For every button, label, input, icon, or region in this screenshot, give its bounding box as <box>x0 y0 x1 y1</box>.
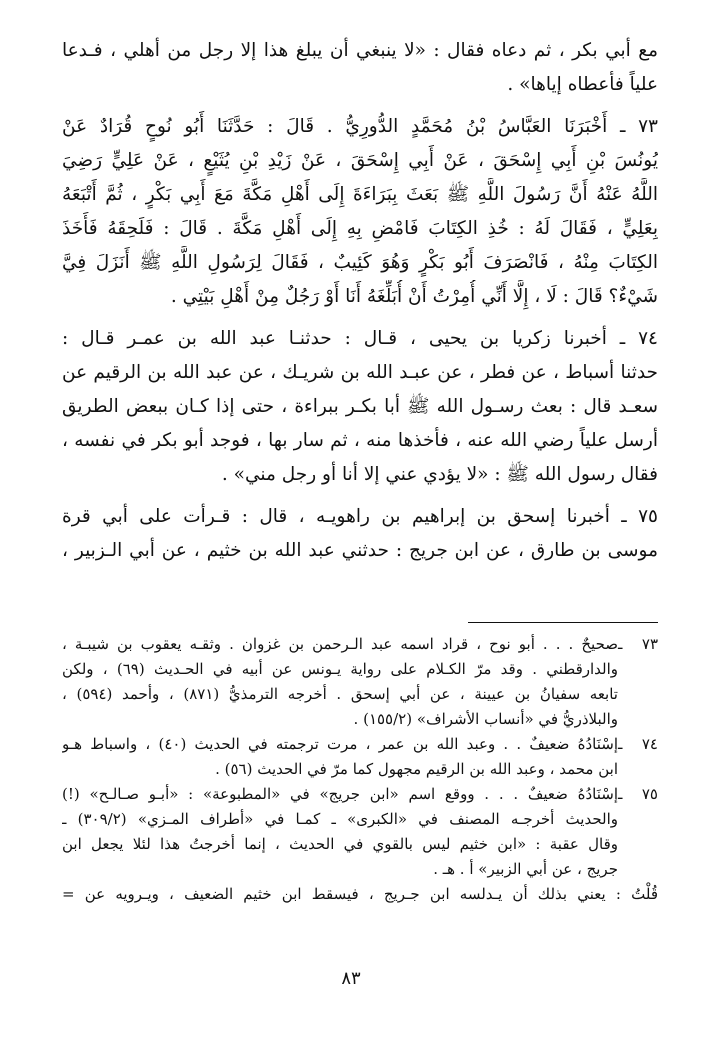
text-line: ٧٣ ـ أَخْبَرَنَا العَبَّاسُ بْنُ مُحَمَّدٍ الدُّورِيُّ . قَالَ : حَدَّثَنَا أَبُو نُوحٍ قُرَادٌ عَنْ <box>62 116 658 137</box>
text-line: الكِتَابَ مِنْهُ ، فَانْصَرَفَ أَبُو بَكْرٍ وَهُوَ كَئِيبٌ ، فَقَالَ لِرَسُولِ اللَّهِ ﷺ أَنَزَلَ فِيَّ <box>62 252 658 273</box>
footnote-line <box>62 782 658 807</box>
page-number: ٨٣ <box>341 968 361 989</box>
footnote-line: والبلاذريُّ في «أنساب الأشراف» (١٥٥/٢) . <box>353 710 618 728</box>
text-line: ٧٥ ـ أخبرنا إسحق بن إبراهيم بن راهويـه ، قال : قـرأت على أبي قرة <box>62 506 658 527</box>
hadith-75 <box>62 500 658 568</box>
text-line: حدثنا أسباط ، عن فطر ، عن عبـد الله بن شريـك ، عن عبد الله بن الرقيم عن <box>62 362 658 383</box>
footnote-line <box>62 632 658 657</box>
footnote-divider <box>468 622 658 623</box>
text-line: أرسل علياً رضي الله عنه ، فأخذها منه ، ثم سار بها ، فوجد أبو بكر في نفسه ، <box>62 430 658 451</box>
footnote-line: والحديث أخرجـه المصنف في «الكبرى» ـ كمـا في «أطراف المـزي» (٣٠٩/٢) ـ <box>62 810 618 828</box>
footnote-line: قُلْتُ : يعني بذلك أن يـدلسه ابن جـريج ، فيسقط ابن خثيم الضعيف ، ويـرويه عن = <box>62 885 658 903</box>
footnote-line: ابن محمد ، وعبد الله بن الرقيم مجهول كما مرّ في الحديث (٥٦) . <box>215 760 618 778</box>
footnote-line: وقال عقبة : «ابن خثيم ليس بالقوي في الحديث ، إنما أخرجتُ هذا لئلا يجعل ابن <box>62 835 618 853</box>
text-line: يُونُسَ بْنِ أَبِي إِسْحَقَ ، عَنْ أَبِي إِسْحَقَ ، عَنْ زَيْدِ بْنِ يُثَيْعٍ ، عَنْ عَلِيٍّ رَضِيَ <box>62 150 658 171</box>
text-line: مع أبي بكر ، ثم دعاه فقال : «لا ينبغي أن يبلغ هذا إلا رجل من أهلي ، فـدعا <box>62 40 658 61</box>
text-line: موسى بن طارق ، عن ابن جريج : حدثني عبد الله بن خثيم ، عن أبي الـزبير ، <box>62 540 658 561</box>
text-line: ٧٤ ـ أخبرنا زكريا بن يحيى ، قـال : حدثنـا عبد الله بن عمـر قـال : <box>62 328 658 349</box>
hadith-73 <box>62 110 658 314</box>
main-text <box>62 34 658 568</box>
footnote-text: إسْنَادُهُ ضعيفٌ . . . ووقع اسم «ابن جريج» في «المطبوعة» : «أبـو صـالـح» (!) <box>62 785 618 803</box>
footnote-line: جريج ، عن أبي الزبير» أ . هـ . <box>433 860 618 878</box>
footnote-text: صحيحٌ . . . أبو نوح ، قراد اسمه عبد الـرحمن بن غزوان . وثقـه يعقوب بن شيبـة ، <box>62 635 619 653</box>
footnotes <box>62 632 658 907</box>
footnote-line: تابعه سفيانُ بن عيينة ، عن أبي إسحق . أخرجه الترمذيُّ (٨٧١) ، وأحمد (٥٩٤) ، <box>62 685 618 703</box>
hadith-74 <box>62 322 658 492</box>
text-line: اللَّهُ عَنْهُ أَنَّ رَسُولَ اللَّهِ ﷺ بَعَثَ بِبَرَاءَةَ إِلَى أَهْلِ مَكَّةَ مَعَ أَبِي بَكْرٍ ، ثُمَّ أَتْبَعَهُ <box>62 184 658 205</box>
footnote-73 <box>62 632 658 732</box>
footnote-number: ٧٥ ـ <box>618 785 658 803</box>
text-line: علياً فأعطاه إياها» . <box>507 74 658 95</box>
paragraph-continuation <box>62 34 658 102</box>
footnote-number: ٧٤ ـ <box>618 735 658 753</box>
text-line: شَيْءٌ؟ قَالَ : لَا ، إِلَّا أَنِّي أُمِرْتُ أَنْ أُبَلِّغَهُ أَنَا أَوْ رَجُلٌ مِنْ أَهْلِ بَيْتِي . <box>170 286 658 307</box>
text-line: بِعَلِيٍّ ، فَقَالَ لَهُ : خُذِ الكِتَابَ فَامْضِ بِهِ إِلَى أَهْلِ مَكَّةَ . قَالَ : فَلَحِقَهُ فَأَخَذَ <box>62 218 658 239</box>
footnote-text: إسْنَادُهُ ضعيفٌ . . وعبد الله بن عمر ، مرت ترجمته في الحديث (٤٠) ، واسباط هـو <box>62 735 618 753</box>
footnote-75 <box>62 782 658 907</box>
footnote-number: ٧٣ ـ <box>618 635 658 653</box>
footnote-line <box>62 732 658 757</box>
text-line: فقال رسول الله ﷺ : «لا يؤدي عني إلا أنا أو رجل مني» . <box>221 464 658 485</box>
footnote-74 <box>62 732 658 782</box>
text-line: سعـد قال : بعث رسـول الله ﷺ أبا بكـر ببراءة ، حتى إذا كـان ببعض الطريق <box>62 396 658 417</box>
footnote-line: والدارقطني . وقد مرّ الكـلام على رواية يـونس عن أبيه في الحـديث (٦٩) ، ولكن <box>62 660 619 678</box>
